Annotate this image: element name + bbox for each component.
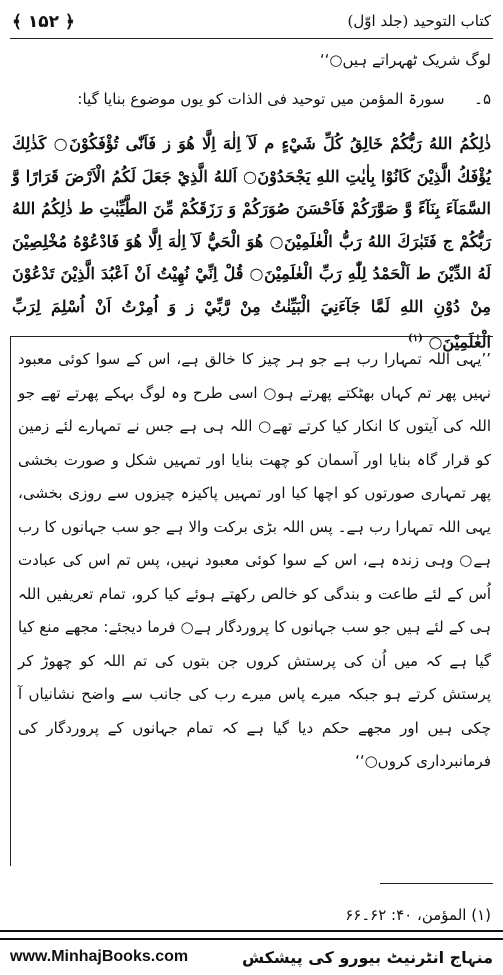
page-number: ﴾ ۱۵۲ ﴿ [12, 11, 75, 32]
item-heading [12, 90, 491, 108]
closing-line: لوگ شریک ٹھہراتے ہیں○‘‘ [319, 51, 491, 69]
item-number: ۵۔ [474, 90, 491, 108]
section-rule [10, 336, 493, 337]
item-intro: سورۃ المؤمن میں توحید فی الذات کو یوں موضوع بنایا گیا: [77, 90, 445, 108]
translation-side-rule [10, 336, 11, 866]
publisher-credit: منہاج انٹرنیٹ بیورو کی پیشکش [241, 947, 493, 967]
page-footer [10, 944, 493, 970]
page-header [12, 6, 491, 36]
website-url[interactable]: www.MinhajBooks.com [10, 948, 189, 965]
footer-band [0, 930, 503, 940]
footnote-marker: (۱) [408, 333, 423, 344]
running-title: کتاب التوحید (جلد اوّل) [347, 12, 491, 30]
header-rule [10, 38, 493, 39]
urdu-translation: ’’یہی اللہ تمہارا رب ہے جو ہر چیز کا خالق ہے، اس کے سوا کوئی معبود نہیں پھر تم کہاں بھٹکتے پھرتے ہو○ اسی طرح وہ لوگ بہکے پھرتے تھے جو اللہ کی آیتوں کا انکار کیا کرتے تھے○ اللہ ہی ہے جس نے تمہارے لئے زمین کو قرار گاہ بنایا اور آسمان کو چھت بنایا اور تمہیں شکل و صورت بخشی پھر تمہاری صورتوں کو اچھا کیا اور تمہیں پاکیزہ چیزوں سے روزی بخشی، یہی اللہ تمہارا رب ہے۔ پس اللہ بڑی برکت والا ہے جو سب جہانوں کا رب ہے○ وہی زندہ ہے، اس کے سوا کوئی معبود نہیں، پس تم اس کی عبادت اُس کے لئے طاعت و بندگی کو خالص رکھتے ہوئے کیا کرو، تمام تعریفیں اللہ ہی کے لئے ہیں جو سب جہانوں کا پروردگار ہے○ فرما دیجئے: مجھے منع کیا گیا ہے کہ میں اُن کی پرستش کروں جن بتوں کی تم اللہ کو چھوڑ کر پرستش کرتے ہو جبکہ میرے پاس میرے رب کی جانب سے واضح نشانیاں آ چکی ہیں اور مجھے حکم دیا گیا ہے کہ تمام جہانوں کے پروردگار کی فرمانبرداری کروں○‘‘ [18, 350, 491, 770]
quran-text: ذٰلِكُمُ اللهُ رَبُّكُمْ خَالِقُ كُلِّ شَيْءٍ م لَآ اِلٰهَ اِلَّا هُوَ ز فَاَنّٰى تُؤْفَكُوْنَ○ كَذٰلِكَ يُؤْفَكُ الَّذِيْنَ كَانُوْا بِاٰيٰتِ اللهِ يَجْحَدُوْنَ○ اَللهُ الَّذِيْ جَعَلَ لَكُمُ الْاَرْضَ قَرَارًا وَّ السَّمَآءَ بِنَآءً وَّ صَوَّرَكُمْ فَاَحْسَنَ صُوَرَكُمْ وَ رَزَقَكُمْ مِّنَ الطَّيِّبٰتِ ط ذٰلِكُمُ اللهُ رَبُّكُمْ ج فَتَبٰرَكَ اللهُ رَبُّ الْعٰلَمِيْنَ○ هُوَ الْحَيُّ لَآ اِلٰهَ اِلَّا هُوَ فَادْعُوْهُ مُخْلِصِيْنَ لَهُ الدِّيْنَ ط اَلْحَمْدُ لِلّٰهِ رَبِّ الْعٰلَمِيْنَ○ قُلْ اِنِّيْ نُهِيْتُ اَنْ اَعْبُدَ الَّذِيْنَ تَدْعُوْنَ مِنْ دُوْنِ اللهِ لَمَّا جَآءَنِيَ الْبَيِّنٰتُ مِنْ رَّبِّيْ ز وَ اُمِرْتُ اَنْ اُسْلِمَ لِرَبِّ الْعٰلَمِيْنَ○ [12, 134, 491, 352]
quran-passage [12, 128, 491, 352]
footnote-rule [380, 883, 493, 884]
footnote: (۱) المؤمن، ۴۰: ۶۲۔۶۶ [345, 906, 491, 924]
